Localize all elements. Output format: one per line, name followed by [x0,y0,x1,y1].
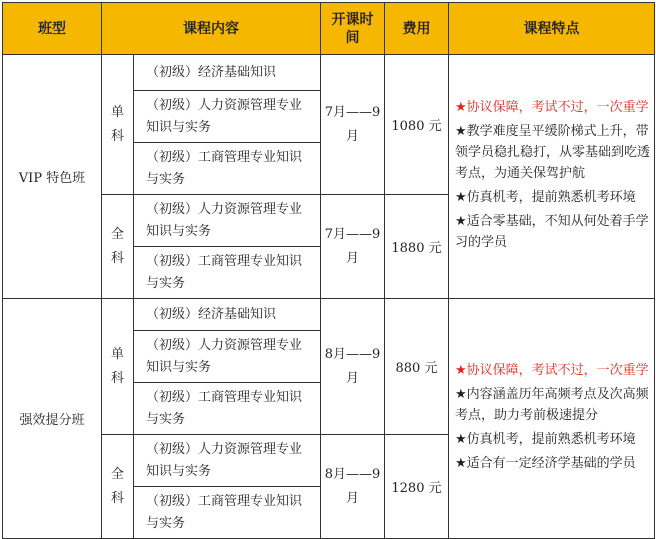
subject-type-cell [102,299,134,435]
star-icon: ★ [455,214,467,229]
fee-cell: 1080 元 [385,55,449,195]
subject-type-label: 单科 [110,104,124,144]
star-icon: ★ [455,124,467,139]
header-class-type: 班型 [3,3,102,55]
feature-text: 仿真机考，提前熟悉机考环境 [466,190,636,205]
header-row [3,3,655,55]
star-icon: ★ [455,432,467,447]
table-row [3,299,655,331]
course-cell: （初级）人力资源管理专业知识与实务 [134,331,321,383]
feature-text: 内容涵盖历年高频考点及次高频考点，助力考前极速提分 [455,387,649,423]
class-type-cell: 强效提分班 [3,299,102,539]
start-time-cell: 7月——9月 [321,195,385,299]
feature-text: 协议保障，考试不过，一次重学 [466,100,649,115]
star-icon: ★ [455,456,467,471]
subject-type-label: 单科 [110,346,124,386]
feature-text: 适合有一定经济学基础的学员 [466,456,636,471]
course-cell: （初级）工商管理专业知识与实务 [134,247,321,299]
course-cell: （初级）人力资源管理专业知识与实务 [134,195,321,247]
header-features: 课程特点 [449,3,655,55]
course-cell: （初级）工商管理专业知识与实务 [134,143,321,195]
fee-cell: 880 元 [385,299,449,435]
header-content: 课程内容 [102,3,321,55]
features-cell [449,55,655,299]
course-cell: （初级）工商管理专业知识与实务 [134,383,321,435]
feature-item [455,360,650,381]
course-cell: （初级）经济基础知识 [134,55,321,91]
course-table [2,2,655,539]
star-icon: ★ [455,190,467,205]
subject-type-label: 全科 [110,226,124,266]
fee-cell: 1280 元 [385,435,449,539]
subject-type-cell [102,55,134,195]
course-cell: （初级）工商管理专业知识与实务 [134,487,321,539]
start-time-cell: 8月——9月 [321,299,385,435]
feature-item [455,384,650,426]
star-icon: ★ [455,387,467,402]
class-type-cell: VIP 特色班 [3,55,102,299]
star-icon: ★ [455,100,467,115]
feature-item [455,187,650,208]
header-start-time-text: 开课时间 [331,11,374,46]
feature-text: 教学难度呈平缓阶梯式上升，带领学员稳扎稳打，从零基础到吃透考点，为通关保驾护航 [455,124,651,181]
subject-type-label: 全科 [110,466,124,506]
header-fee: 费用 [385,3,449,55]
feature-text: 仿真机考，提前熟悉机考环境 [466,432,636,447]
start-time-cell: 7月——9月 [321,55,385,195]
feature-item [455,429,650,450]
features-cell [449,299,655,539]
course-cell: （初级）人力资源管理专业知识与实务 [134,91,321,143]
fee-cell: 1880 元 [385,195,449,299]
feature-text: 协议保障，考试不过，一次重学 [466,363,649,378]
subject-type-cell [102,435,134,539]
star-icon: ★ [455,363,467,378]
subject-type-cell [102,195,134,299]
feature-item [455,97,650,118]
start-time-cell: 8月——9月 [321,435,385,539]
course-cell: （初级）人力资源管理专业知识与实务 [134,435,321,487]
feature-text: 适合零基础，不知从何处着手学习的学员 [455,214,649,250]
header-start-time [321,3,385,55]
table-row [3,55,655,91]
feature-item [455,121,650,184]
feature-item [455,453,650,474]
course-cell: （初级）经济基础知识 [134,299,321,331]
feature-item [455,211,650,253]
